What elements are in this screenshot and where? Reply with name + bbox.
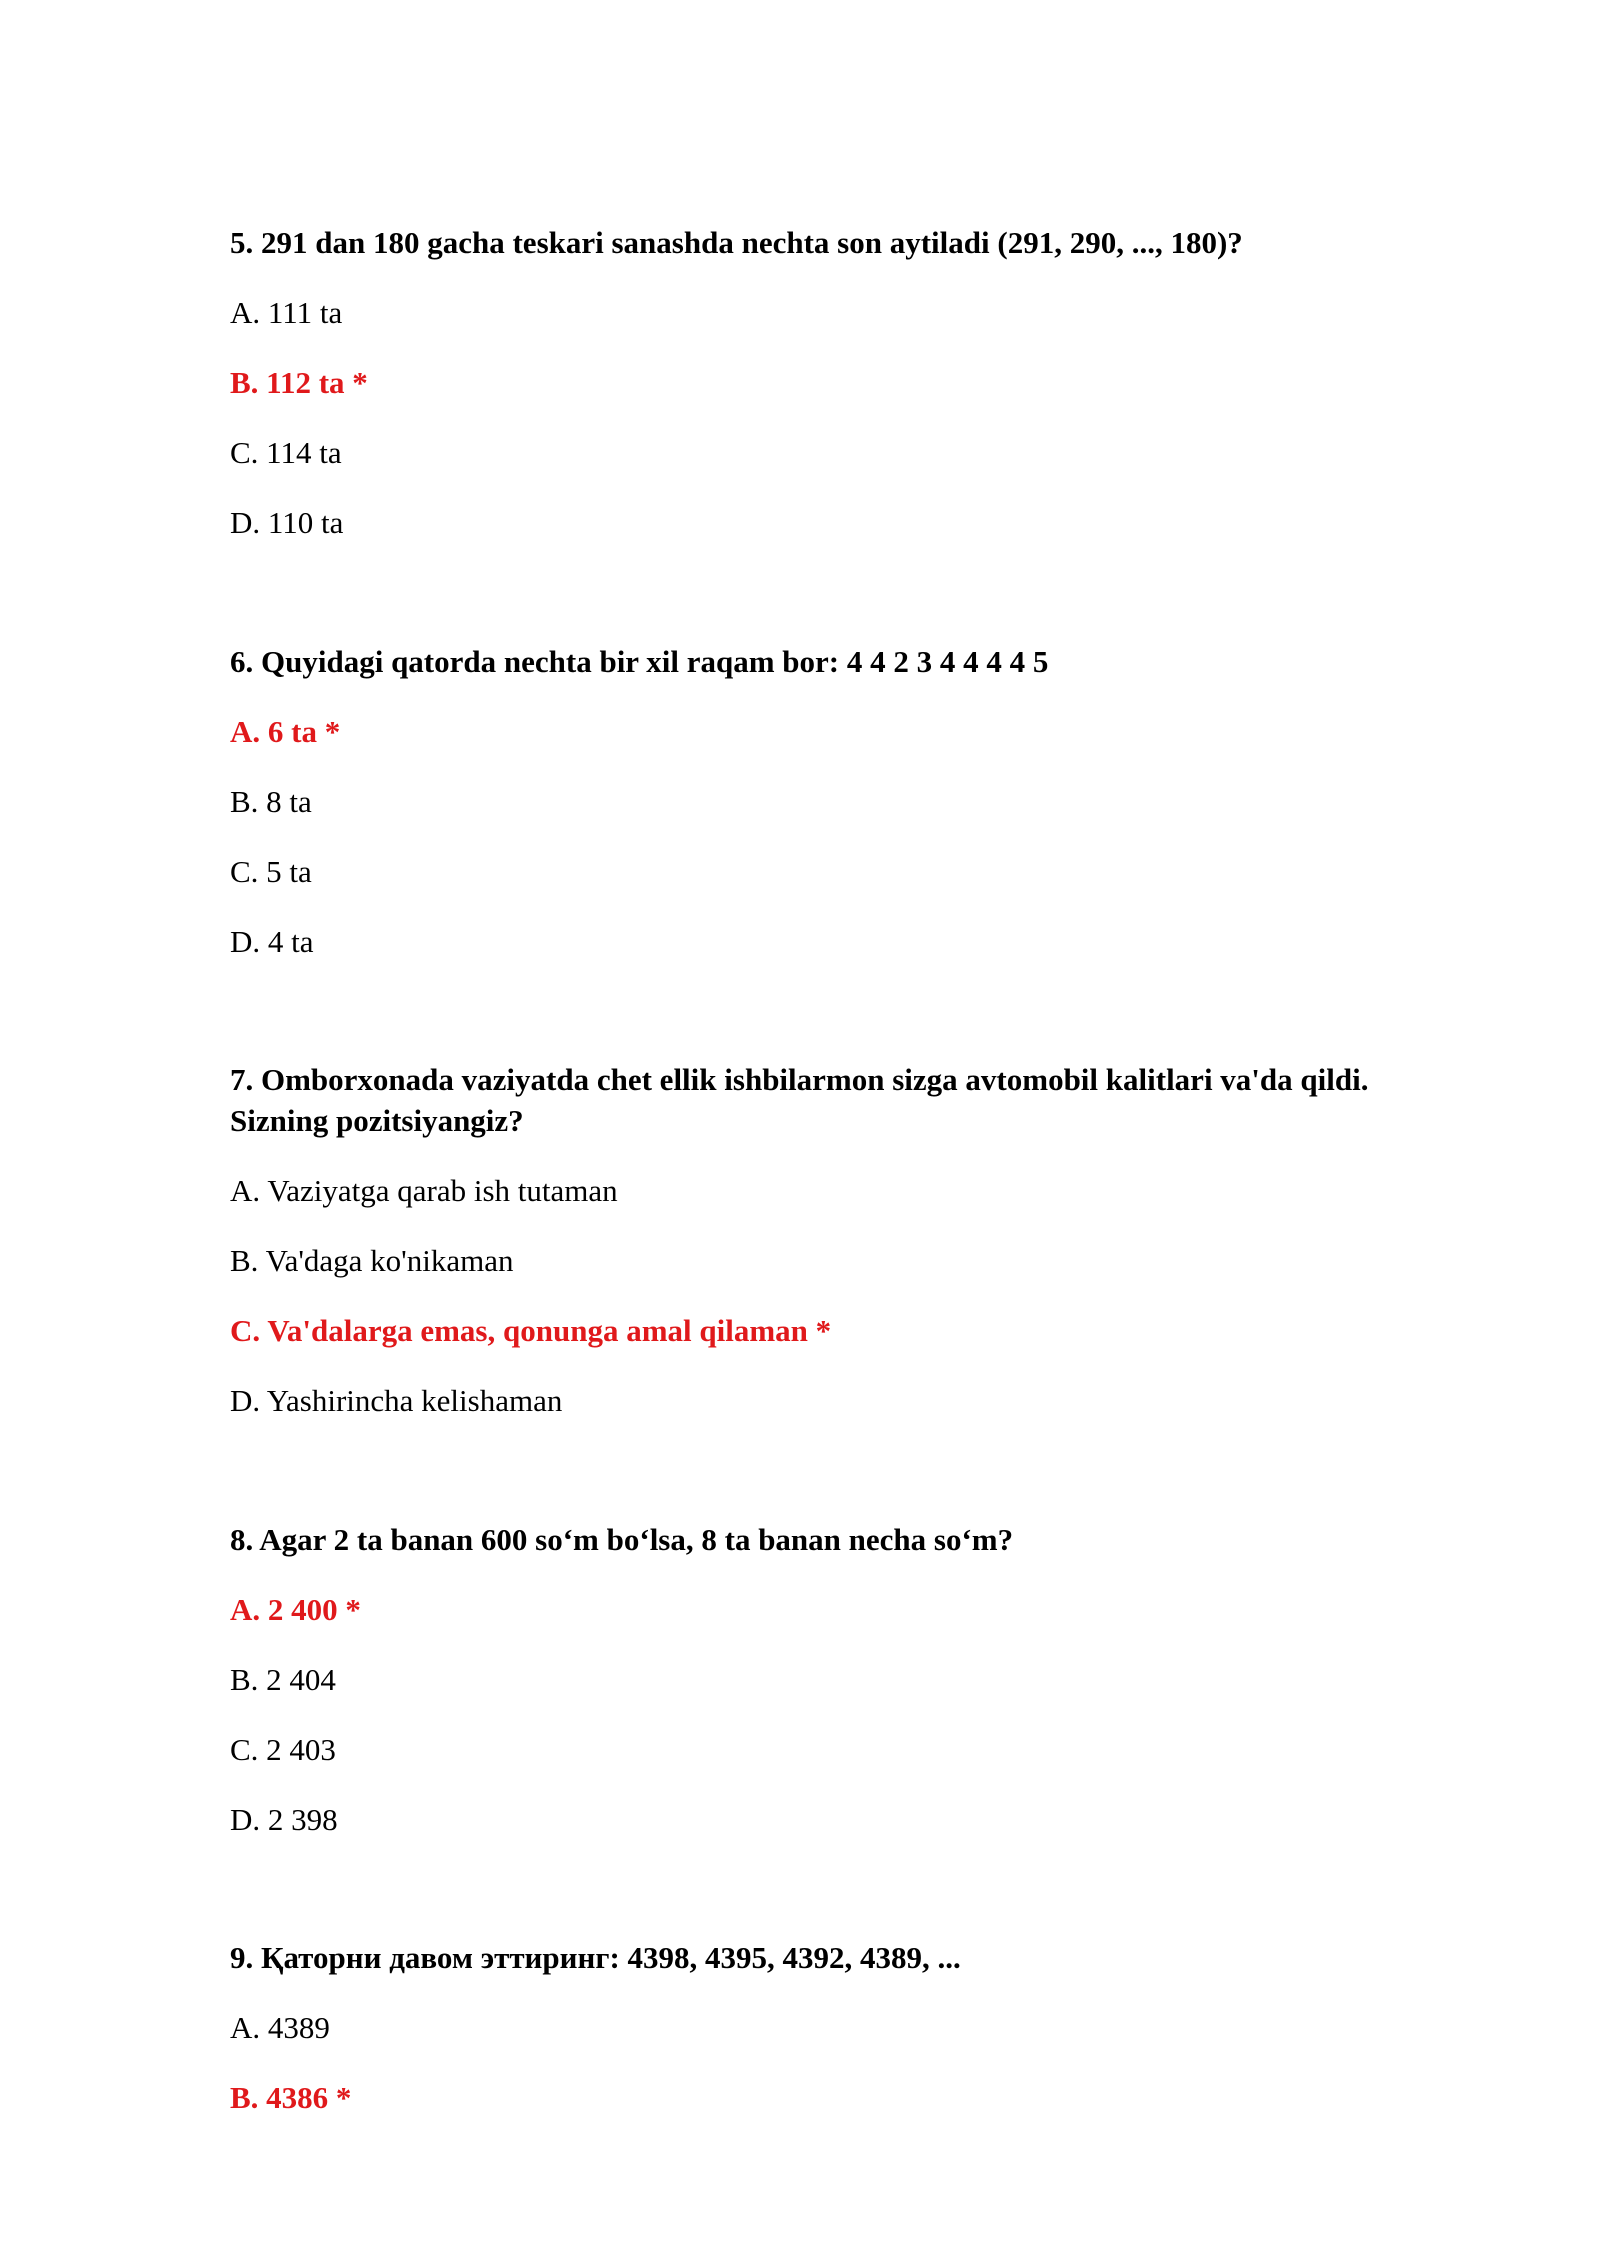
question-5 bbox=[230, 222, 1430, 543]
option-a-correct: A. 2 400 * bbox=[230, 1592, 361, 1627]
option-a: A. 4389 bbox=[230, 2010, 330, 2045]
option-d: D. 110 ta bbox=[230, 505, 344, 540]
option-d: D. 4 ta bbox=[230, 924, 314, 959]
question-text: 8. Agar 2 ta banan 600 so‘m bo‘lsa, 8 ta banan necha so‘m? bbox=[230, 1522, 1014, 1557]
option-d: D. Yashirincha kelishaman bbox=[230, 1383, 563, 1418]
option-c: C. 2 403 bbox=[230, 1732, 336, 1767]
option-a: A. Vaziyatga qarab ish tutaman bbox=[230, 1173, 618, 1208]
option-a-correct: A. 6 ta * bbox=[230, 714, 341, 749]
option-b-correct: B. 112 ta * bbox=[230, 365, 368, 400]
option-c: C. 5 ta bbox=[230, 854, 312, 889]
option-b: B. Va'daga ko'nikaman bbox=[230, 1243, 514, 1278]
question-8 bbox=[230, 1519, 1430, 1840]
question-text: 9. Қаторни давом эттиринг: 4398, 4395, 4392, 4389, ... bbox=[230, 1940, 961, 1975]
option-b: B. 2 404 bbox=[230, 1662, 336, 1697]
question-9 bbox=[230, 1937, 1430, 2118]
question-text: 5. 291 dan 180 gacha teskari sanashda nechta son aytiladi (291, 290, ..., 180)? bbox=[230, 225, 1243, 260]
question-6 bbox=[230, 641, 1430, 962]
option-b: B. 8 ta bbox=[230, 784, 312, 819]
question-7 bbox=[230, 1059, 1430, 1421]
option-c-correct: C. Va'dalarga emas, qonunga amal qilaman * bbox=[230, 1313, 832, 1348]
option-b-correct: B. 4386 * bbox=[230, 2080, 352, 2115]
question-text: 7. Omborxonada vaziyatda chet ellik ishbilarmon sizga avtomobil kalitlari va'da qildi. Sizning pozitsiyangiz? bbox=[230, 1062, 1369, 1138]
option-d: D. 2 398 bbox=[230, 1802, 338, 1837]
option-a: A. 111 ta bbox=[230, 295, 343, 330]
question-text: 6. Quyidagi qatorda nechta bir xil raqam bor: 4 4 2 3 4 4 4 4 5 bbox=[230, 644, 1049, 679]
option-c: C. 114 ta bbox=[230, 435, 342, 470]
